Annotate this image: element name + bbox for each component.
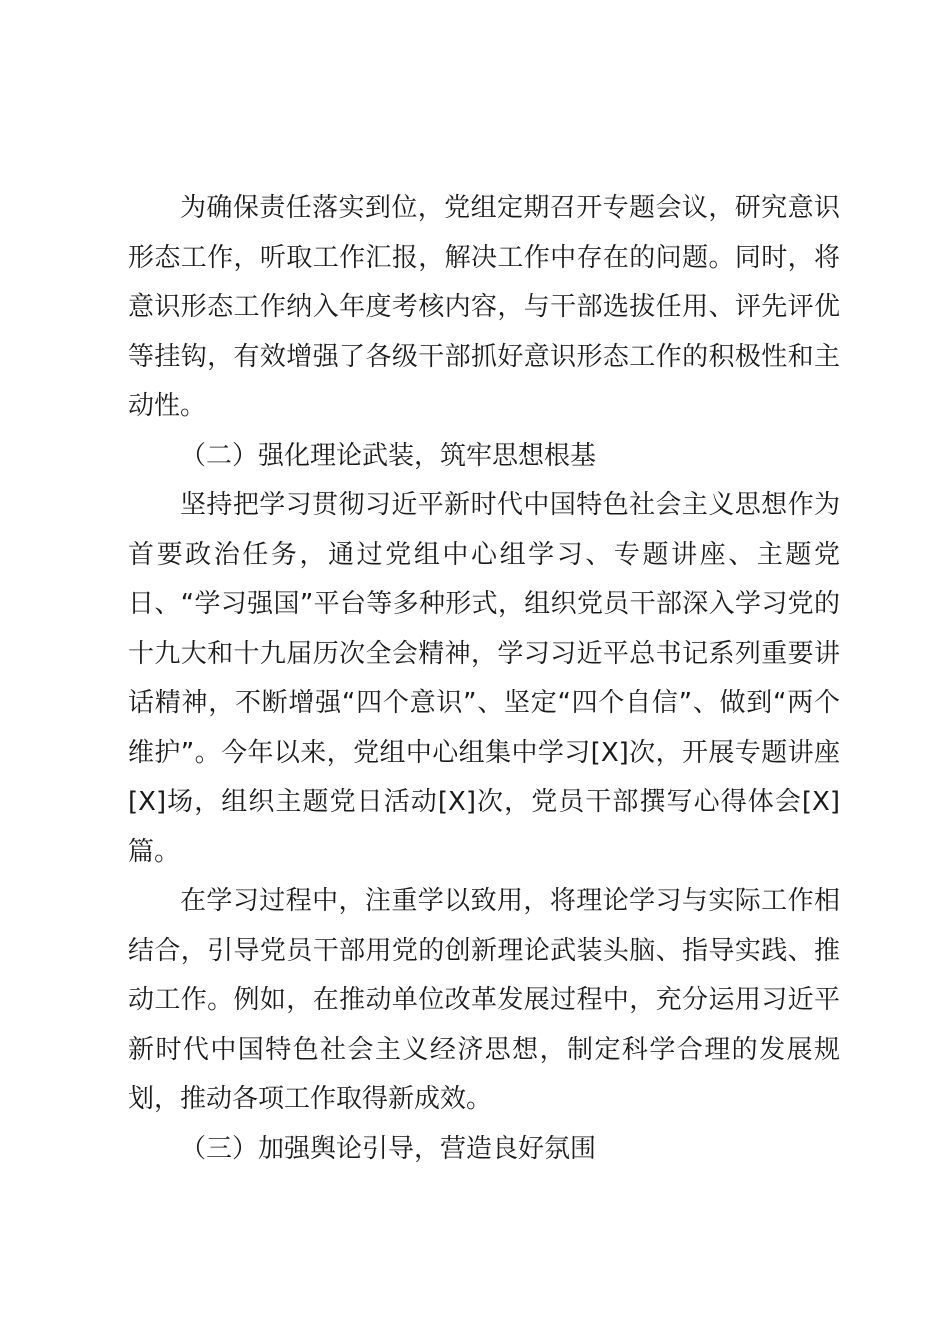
paragraph-apply-learning: 在学习过程中，注重学以致用，将理论学习与实际工作相结合，引导党员干部用党的创新理论武装头脑、指导实践、推动工作。例如，在推动单位改革发展过程中，充分运用习近平新时代中国特色社会主义经济思想，制定科学合理的发展规划，推动各项工作取得新成效。 — [128, 886, 840, 1114]
section-heading-3: （三）加强舆论引导，营造良好氛围 — [180, 1133, 597, 1164]
section-heading-2: （二）强化理论武装，筑牢思想根基 — [180, 440, 597, 471]
paragraph-responsibility: 为确保责任落实到位，党组定期召开专题会议，研究意识形态工作，听取工作汇报，解决工作中存在的问题。同时，将意识形态工作纳入年度考核内容，与干部选拔任用、评先评优等挂钩，有效增强了各级干部抓好意识形态工作的积极性和主动性。 — [128, 193, 840, 421]
paragraph-theory-study: 坚持把学习贯彻习近平新时代中国特色社会主义思想作为首要政治任务，通过党组中心组学习、专题讲座、主题党日、“学习强国”平台等多种形式，组织党员干部深入学习党的十九大和十九届历次全会精神，学习习近平总书记系列重要讲话精神，不断增强“四个意识”、坚定“四个自信”、做到“两个维护”。今年以来，党组中心组集中学习[X]次，开展专题讲座[X]场，组织主题党日活动[X]次，党员干部撰写心得体会[X]篇。 — [128, 490, 840, 867]
document-body — [128, 184, 840, 1174]
